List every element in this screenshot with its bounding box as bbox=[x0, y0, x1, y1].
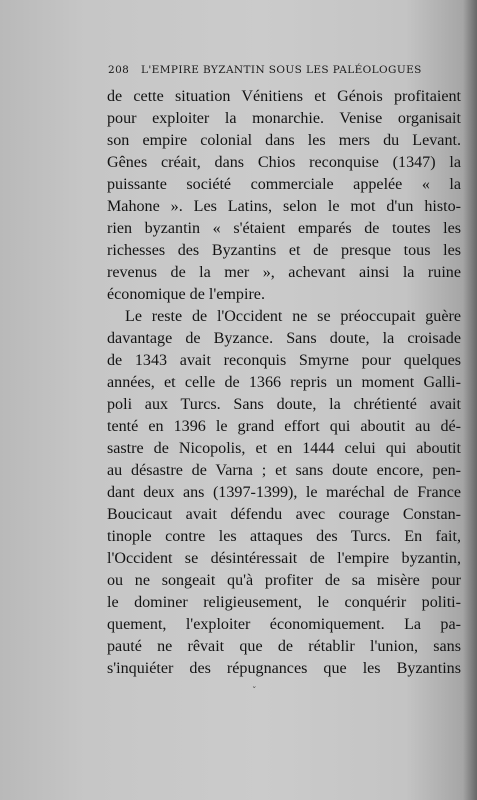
page-edge-shadow bbox=[463, 0, 477, 800]
text-line: le dominer religieusement, le conquérir politi- bbox=[107, 594, 461, 611]
text-line: poli aux Turcs. Sans doute, la chrétienté avait bbox=[107, 396, 461, 413]
text-line: s'inquiéter des répugnances que les Byzantins bbox=[107, 660, 461, 677]
text-line: années, et celle de 1366 repris un moment Galli- bbox=[107, 374, 461, 391]
text-line: au désastre de Varna ; et sans doute encore, pen- bbox=[107, 462, 461, 479]
text-line: richesses des Byzantins et de presque tous les bbox=[107, 242, 461, 259]
text-line: rien byzantin « s'étaient emparés de toutes les bbox=[107, 220, 461, 237]
text-line: revenus de la mer », achevant ainsi la ruine bbox=[107, 264, 461, 281]
text-line: pauté ne rêvait que de rétablir l'union, sans bbox=[107, 638, 461, 655]
text-line: de cette situation Vénitiens et Génois profitaient bbox=[107, 88, 461, 105]
text-line: tinople contre les attaques des Turcs. En fait, bbox=[107, 528, 461, 545]
text-line: quement, l'exploiter économiquement. La pa- bbox=[107, 616, 461, 633]
text-line: ou ne songeait qu'à profiter de sa misère pour bbox=[107, 572, 461, 589]
body-text bbox=[107, 86, 461, 680]
text-line: Le reste de l'Occident ne se préoccupait guère bbox=[125, 308, 461, 325]
text-line: de 1343 avait reconquis Smyrne pour quelques bbox=[107, 352, 461, 369]
text-line: puissante société commerciale appelée « la bbox=[107, 176, 461, 193]
running-title: L'EMPIRE BYZANTIN SOUS LES PALÉOLOGUES bbox=[141, 64, 422, 76]
text-line: son empire colonial dans les mers du Levant. bbox=[107, 132, 461, 149]
text-line: l'Occident se désintéressait de l'empire byzantin, bbox=[107, 550, 461, 567]
text-line: Boucicaut avait défendu avec courage Constan- bbox=[107, 506, 461, 523]
text-line: pour exploiter la monarchie. Venise organisait bbox=[107, 110, 461, 127]
text-line: sastre de Nicopolis, et en 1444 celui qui aboutit bbox=[107, 440, 461, 457]
text-line: Mahone ». Les Latins, selon le mot d'un histo- bbox=[107, 198, 461, 215]
text-line: dant deux ans (1397-1399), le maréchal de France bbox=[107, 484, 461, 501]
ink-mark: ˇ bbox=[252, 687, 257, 697]
text-line: davantage de Byzance. Sans doute, la croisade bbox=[107, 330, 461, 347]
text-line: tenté en 1396 le grand effort qui aboutit au dé- bbox=[107, 418, 461, 435]
running-header bbox=[108, 64, 460, 76]
text-line: économique de l'empire. bbox=[107, 286, 265, 303]
text-line: Gênes créait, dans Chios reconquise (1347) la bbox=[107, 154, 461, 171]
page-number: 208 bbox=[108, 64, 130, 76]
